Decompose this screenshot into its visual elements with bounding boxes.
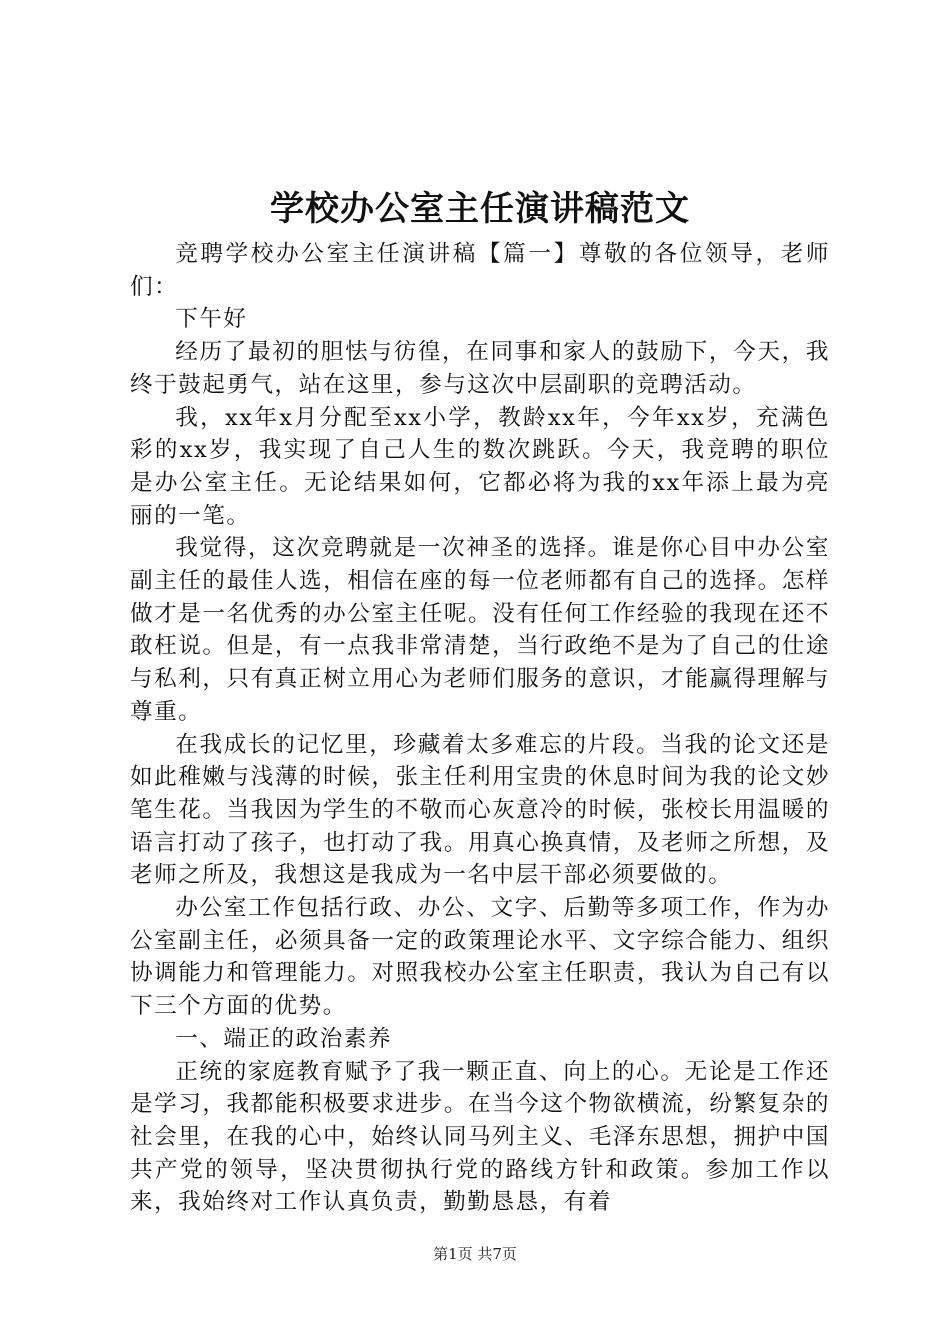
page-number-footer: 第1页 共7页	[433, 1245, 517, 1263]
document-title: 学校办公室主任演讲稿范文	[270, 189, 690, 229]
document-body	[130, 238, 830, 1219]
paragraph-3: 经历了最初的胆怯与彷徨，在同事和家人的鼓励下，今天，我终于鼓起勇气，站在这里，参与这次中层副职的竞聘活动。	[130, 339, 830, 398]
paragraph-5: 我觉得，这次竞聘就是一次神圣的选择。谁是你心目中办公室副主任的最佳人选，相信在座的每一位老师都有自己的选择。怎样做才是一名优秀的办公室主任呢。没有任何工作经验的我现在还不敢枉说。但是，有一点我非常清楚，当行政绝不是为了自己的仕途与私利，只有真正树立用心为老师们服务的意识，才能赢得理解与尊重。	[130, 535, 830, 725]
paragraph-8: 正统的家庭教育赋予了我一颗正直、向上的心。无论是工作还是学习，我都能积极要求进步。在当今这个物欲横流，纷繁复杂的社会里，在我的心中，始终认同马列主义、毛泽东思想，拥护中国共产党的领导，坚决贯彻执行党的路线方针和政策。参加工作以来，我始终对工作认真负责，勤勤恳恳，有着	[130, 1058, 830, 1216]
section-heading-1: 一、端正的政治素养	[175, 1025, 393, 1052]
paragraph-1: 竞聘学校办公室主任演讲稿【篇一】尊敬的各位领导，老师们：	[130, 241, 830, 300]
paragraph-6: 在我成长的记忆里，珍藏着太多难忘的片段。当我的论文还是如此稚嫩与浅薄的时候，张主任利用宝贵的休息时间为我的论文妙笔生花。当我因为学生的不敬而心灰意冷的时候，张校长用温暖的语言打动了孩子，也打动了我。用真心换真情，及老师之所想，及老师之所及，我想这是我成为一名中层干部必须要做的。	[130, 731, 830, 889]
paragraph-7: 办公室工作包括行政、办公、文字、后勤等多项工作，作为办公室副主任，必须具备一定的政策理论水平、文字综合能力、组织协调能力和管理能力。对照我校办公室主任职责，我认为自己有以下三个方面的优势。	[130, 895, 830, 1020]
paragraph-2: 下午好	[175, 306, 248, 333]
paragraph-4: 我，xx年x月分配至xx小学，教龄xx年，今年xx岁，充满色彩的xx岁，我实现了自己人生的数次跳跃。今天，我竞聘的职位是办公室主任。无论结果如何，它都必将为我的xx年添上最为亮丽的一笔。	[130, 404, 830, 529]
